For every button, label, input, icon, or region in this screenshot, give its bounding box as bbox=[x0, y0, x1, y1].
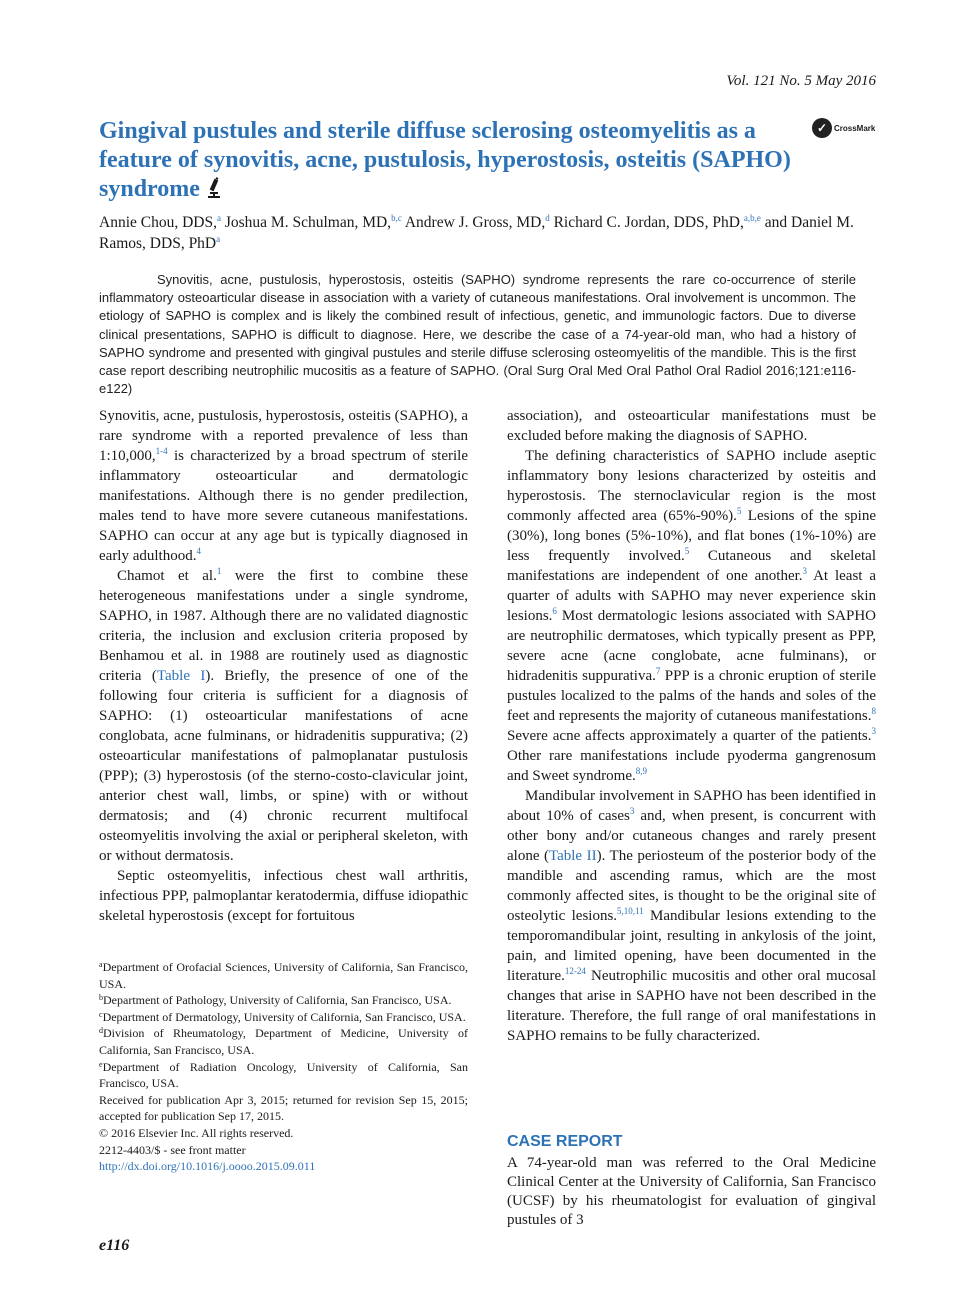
paragraph bbox=[507, 786, 876, 1046]
affiliation-ref[interactable]: a bbox=[216, 213, 221, 223]
text-run: PPP is a chronic eruption of sterile pustules localized to the palms of the hands and soles of the feet and represents the majority of cutaneous manifestations. bbox=[507, 668, 876, 724]
author-name: Annie Chou, DDS, bbox=[99, 214, 217, 231]
affiliation-ref[interactable]: a bbox=[216, 234, 221, 244]
case-report-section bbox=[507, 1154, 876, 1230]
text-run: At least a quarter of adults with SAPHO may never experience skin lesions. bbox=[507, 568, 876, 624]
table-link[interactable]: Table I bbox=[156, 668, 206, 684]
paragraph: A 74-year-old man was referred to the Oral Medicine Clinical Center at the University of California, San Francisco (UCSF) by his rheumatologist for evaluation of gingival pustules of 3 bbox=[507, 1155, 876, 1228]
journal-reference: Vol. 121 No. 5 May 2016 bbox=[726, 73, 876, 89]
affiliation-text: Department of Radiation Oncology, University of California, San Francisco, USA. bbox=[99, 1059, 468, 1091]
right-column bbox=[507, 406, 876, 1046]
affiliation-text: Department of Orofacial Sciences, University of California, San Francisco, USA. bbox=[99, 960, 468, 991]
affiliation bbox=[99, 1009, 468, 1026]
citation-ref[interactable]: 5 bbox=[684, 546, 690, 556]
paragraph bbox=[99, 406, 468, 566]
affiliation-sup: c bbox=[99, 1009, 103, 1019]
issn: 2212-4403/$ - see front matter bbox=[99, 1142, 246, 1157]
text-run: Most dermatologic lesions associated with SAPHO are neutrophilic dermatoses, which typically present as PPP, severe acne (acne conglobate, acne fulminans), or hidradenitis suppurativa. bbox=[507, 608, 876, 684]
text-run: were the first to combine these heterogeneous manifestations under a single syndrome, SAPHO, in 1987. Although there are no validated diagnostic criteria, the inclusion and exclusion criteria proposed by Benhamou et al. in 1988 are routinely used as diagnostic criteria ( bbox=[99, 568, 468, 684]
paragraph bbox=[507, 446, 876, 786]
text-run: Severe acne affects approximately a quarter of the patients. bbox=[507, 728, 872, 744]
citation-ref[interactable]: 3 bbox=[629, 806, 635, 816]
affiliation-text: Department of Pathology, University of California, San Francisco, USA. bbox=[103, 993, 452, 1008]
text-run: The defining characteristics of SAPHO include aseptic inflammatory bony lesions characterized by osteitis and hyperostosis. The sternoclavicular region is the most commonly affected area (65%-90%). bbox=[507, 448, 876, 524]
affiliation-sup: b bbox=[99, 993, 103, 1003]
affiliation-text: Division of Rheumatology, Department of Medicine, University of California, San Francisco, USA. bbox=[99, 1026, 468, 1057]
author-name: Richard C. Jordan, DDS, PhD, bbox=[549, 214, 744, 231]
received-dates: Received for publication Apr 3, 2015; returned for revision Sep 15, 2015; accepted for publication Sep 17, 2015. bbox=[99, 1092, 468, 1124]
citation-ref[interactable]: 8 bbox=[871, 706, 876, 716]
citation-ref[interactable]: 3 bbox=[802, 566, 808, 576]
page-number: e116 bbox=[99, 1237, 130, 1254]
crossmark-icon: ✓ bbox=[812, 118, 832, 138]
affiliation-sup: a bbox=[99, 960, 103, 969]
author-list bbox=[99, 212, 877, 254]
microscope-icon bbox=[206, 177, 222, 207]
affiliation-ref[interactable]: a,b,e bbox=[743, 213, 761, 223]
text-run: Cutaneous and skeletal manifestations are independent of one another. bbox=[507, 548, 877, 584]
text-run: Mandibular involvement in SAPHO has been identified in about 10% of cases bbox=[507, 788, 876, 824]
case-report-heading: CASE REPORT bbox=[507, 1133, 623, 1150]
text-run: and, when present, is concurrent with other bony and/or cutaneous changes and rarely present alone ( bbox=[507, 808, 876, 864]
abstract-text: Synovitis, acne, pustulosis, hyperostosis, osteitis (SAPHO) syndrome represents the rare co-occurrence of sterile inflammatory osteoarticular disease in association with a variety of cutaneous manifestations. Oral involvement is uncommon. The etiology of SAPHO is complex and is likely the combined result of infectious, genetic, and immunologic factors. Due to diverse clinical presentations, SAPHO is difficult to diagnose. Here, we describe the case of a 74-year-old man, who had a history of SAPHO syndrome and presented with gingival pustules and sterile diffuse sclerosing osteomyelitis of the mandible. This is the first case report describing neutrophilic mucositis as a feature of SAPHO. (Oral Surg Oral Med Oral Pathol Oral Radiol 2016;121:e116-e122) bbox=[99, 272, 856, 397]
affiliation-text: Department of Dermatology, University of California, San Francisco, USA. bbox=[102, 1009, 466, 1024]
author-name: Joshua M. Schulman, MD, bbox=[220, 214, 392, 231]
citation-ref[interactable]: 6 bbox=[552, 606, 557, 616]
affiliation bbox=[99, 959, 468, 992]
crossmark-badge[interactable] bbox=[812, 118, 875, 138]
doi-link[interactable]: http://dx.doi.org/10.1016/j.oooo.2015.09.011 bbox=[99, 1159, 316, 1174]
affiliation bbox=[99, 1059, 468, 1092]
paragraph bbox=[99, 566, 468, 866]
affiliations-footnote bbox=[99, 959, 468, 1175]
paragraph: association), and osteoarticular manifestations must be excluded before making the diagnosis of SAPHO. bbox=[507, 408, 876, 444]
paragraph: Septic osteomyelitis, infectious chest wall arthritis, infectious PPP, palmoplantar keratodermia, diffuse idiopathic skeletal hyperostosis (except for fortuitous bbox=[99, 868, 468, 924]
citation-ref[interactable]: 5,10,11 bbox=[617, 906, 644, 916]
affiliation-sup: d bbox=[99, 1026, 103, 1036]
citation-ref[interactable]: 7 bbox=[655, 666, 661, 676]
crossmark-label: CrossMark bbox=[834, 123, 876, 133]
text-run: ). The periosteum of the posterior body of the mandible and ascending ramus, which are the most commonly affected sites, is thought to be the original site of osteolytic lesions. bbox=[507, 848, 876, 924]
citation-ref[interactable]: 8,9 bbox=[635, 766, 647, 776]
citation-ref[interactable]: 3 bbox=[871, 726, 876, 736]
text-run: Mandibular lesions extending to the temporomandibular joint, resulting in ankylosis of the joint, pain, and limited opening, have been documented in the literature. bbox=[507, 908, 876, 984]
citation-ref[interactable]: 5 bbox=[736, 506, 742, 516]
citation-ref[interactable]: 4 bbox=[196, 546, 201, 556]
text-run: Lesions of the spine (30%), long bones (5%-10%), and flat bones (1%-10%) are less frequently involved. bbox=[507, 508, 876, 564]
table-link[interactable]: Table II bbox=[548, 848, 597, 864]
author-name: Andrew J. Gross, MD, bbox=[401, 214, 546, 231]
article-title-text: Gingival pustules and sterile diffuse sclerosing osteomyelitis as a feature of synovitis, acne, pustulosis, hyperostosis, osteitis (SAPHO) syndrome bbox=[99, 118, 791, 202]
affiliation bbox=[99, 1025, 468, 1058]
text-run: is characterized by a broad spectrum of sterile inflammatory osteoarticular and dermatologic manifestations. Although there is no gender predilection, males tend to have more severe cutaneous manifestations. SAPHO can occur at any age but is typically diagnosed in early adulthood. bbox=[99, 448, 468, 564]
left-column bbox=[99, 406, 468, 926]
author-name: and Daniel M. Ramos, DDS, PhD bbox=[99, 214, 854, 252]
citation-ref[interactable]: 12-24 bbox=[564, 966, 586, 976]
affiliation-sup: e bbox=[99, 1059, 103, 1069]
affiliation-ref[interactable]: b,c bbox=[391, 213, 402, 223]
citation-ref[interactable]: 1-4 bbox=[155, 446, 168, 456]
affiliation bbox=[99, 992, 468, 1009]
text-run: Other rare manifestations include pyoderma gangrenosum and Sweet syndrome. bbox=[507, 748, 876, 784]
citation-ref[interactable]: 1 bbox=[216, 566, 222, 576]
text-run: Neutrophilic mucositis and other oral mucosal changes that arise in SAPHO have not been described in the literature. Therefore, the full range of oral manifestations in SAPHO remains to be fully characterized. bbox=[507, 968, 876, 1044]
text-run: Synovitis, acne, pustulosis, hyperostosis, osteitis (SAPHO), a rare syndrome with a reported prevalence of less than 1:10,000, bbox=[99, 408, 468, 464]
text-run: Chamot et al. bbox=[117, 568, 217, 584]
affiliation-ref[interactable]: d bbox=[545, 213, 550, 223]
article-title bbox=[99, 117, 799, 207]
copyright: © 2016 Elsevier Inc. All rights reserved. bbox=[99, 1125, 294, 1140]
abstract bbox=[99, 271, 856, 398]
text-run: ). Briefly, the presence of one of the following four criteria is sufficient for a diagnosis of SAPHO: (1) osteoarticular manifestations of acne conglobata, acne fulminans, or hidradenitis suppurativa; (2) osteoarticular manifestations of palmoplanatar pustulosis (PPP); (3) hyperostosis (of the sterno-costo-clavicular joint, anterior chest wall, limbs, or spine) with or without dermatosis; and (4) chronic recurrent multifocal osteomyelitis involving the axial or peripheral skeleton, with or without dermatosis. bbox=[99, 668, 468, 864]
